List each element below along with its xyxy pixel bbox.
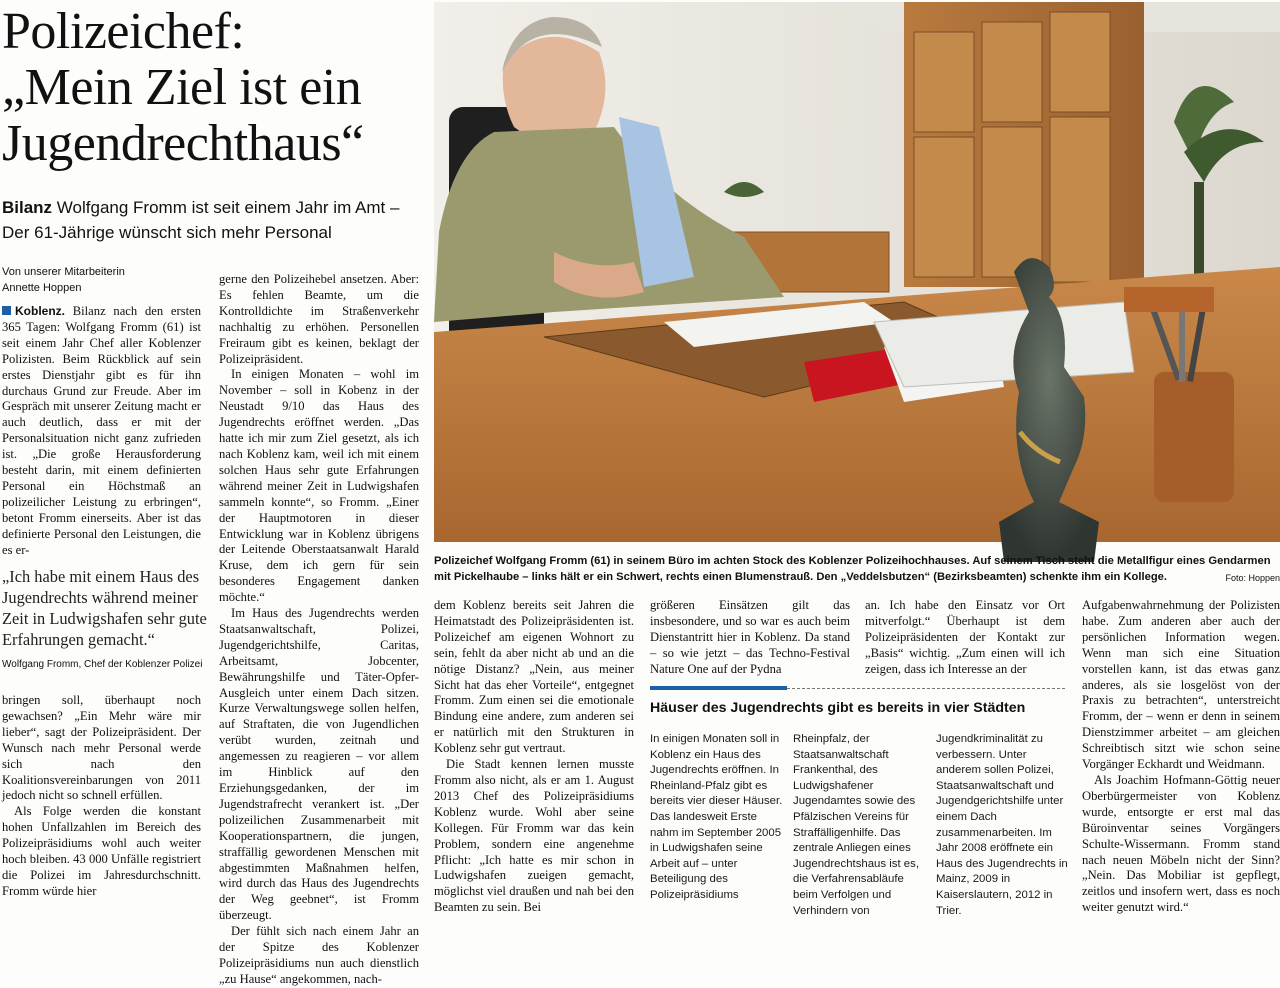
article-column-5 (865, 598, 1065, 676)
headline (2, 4, 432, 172)
office-photo (434, 2, 1280, 542)
article-column-2 (219, 272, 419, 986)
article-paragraph: Als Folge werden die konstant hohen Unfallzahlen im Bereich des Polizeipräsidiums wohl auch weiter hoch bleiben. 43 000 Unfälle registriert die Polizei im Jahresdurchschnitt. Fromm würde hier (2, 804, 201, 898)
infobox-text: Rheinpfalz, der Staatsanwaltschaft Frankenthal, des Ludwigshafener Jugendamtes sowie des Pfälzischen Vereins für Straffälligenhilfe. Das zentrale Anliegen eines Jugendrechtshaus ist es, die Verfahrensabläufe beim Verfolgen und Verhindern von (793, 733, 920, 917)
infobox-divider (787, 688, 1065, 689)
infobox-accent-rule (650, 686, 787, 690)
headline-line-2: „Mein Ziel ist ein (2, 59, 362, 116)
article-paragraph: Im Haus des Jugendrechts werden Staatsanwaltschaft, Polizei, Jugendgerichtshilfe, Caritas, Arbeitsamt, Jobcenter, Bewährungshilfe und Täter-Opfer-Ausgleich unter einem Dach sitzen. Kurze Verwaltungswege sollen helfen, auf Straftaten, die von Jugendlichen verübt wurden, zeitnah und angemessen zu reagieren – vor allem im Hinblick auf den Erziehungsgedanken, der im Jugendstrafrecht verankert ist. „Der polizeilichen Zusammenarbeit mit Kooperationspartnern, die jungen, straffällig gewordenen Menschen mit abgestimmten Maßnahmen helfen, wird durch das Haus des Jugendrechts der Weg geebnet“, ist Fromm überzeugt. (219, 606, 419, 923)
article-paragraph: Bilanz nach den ersten 365 Tagen: Wolfgang Fromm (61) ist seit einem Jahr Chef aller Koblenzer Polizisten. Beim Rückblick auf sein erstes Dienstjahr gibt es für ihn durchaus Grund zur Freude. Aber im Gespräch mit unserer Zeitung macht er auch deutlich, dass er mit der Personalsituation nicht ganz zufrieden ist. „Die große Herausforderung besteht darin, mit einem definierten Personal ein Höchstmaß an polizeilicher Leistung zu erbringen“, betont Fromm einerseits. Aber ist das definierte Personal den Leistungen, die es er- (2, 304, 201, 557)
caption-text: Polizeichef Wolfgang Fromm (61) in seinem Büro im achten Stock des Koblenzer Polizeihochhauses. Auf seinem Tisch steht die Metallfigur eines Gendarmen mit Pickelhaube – links hält er ein Schwert, rechts einen Blumenstrauß. Den „Veddelsbutzen“ (Bezirksbeamten) schenkte ihm ein Kollege. (434, 555, 1271, 583)
pull-quote-text: „Ich habe mit einem Haus des Jugendrechts während meiner Zeit in Ludwigshafen sehr gute Erfahrungen gemacht.“ (2, 567, 207, 649)
infobox-text: Jugendkriminalität zu verbessern. Unter anderem sollen Polizei, Staatsanwaltschaft und Jugendgerichtshilfe unter einem Dach zusammenarbeiten. Im Jahr 2008 eröffnete ein Haus des Jugendrechts in Mainz, 2009 in Kaiserslautern, 2012 in Trier. (936, 733, 1068, 917)
headline-line-3: Jugendrechthaus“ (2, 115, 364, 172)
headline-line-1: Polizeichef: (2, 3, 245, 60)
article-paragraph: an. Ich habe den Einsatz vor Ort mitverfolgt.“ Überhaupt ist dem Polizeipräsidenten der Kontakt zur „Basis“ wichtig. „Zum einen will ich zeigen, dass ich Interesse an der (865, 598, 1065, 676)
byline (2, 264, 212, 296)
article-paragraph: In einigen Monaten – wohl im November – soll in Kobenz in der Neustadt 9/10 das Haus des Jugendrechts eröffnet werden. „Das hatte ich mir zum Ziel gesetzt, als ich nach Koblenz kam, weil ich mit einem solchen Haus sehr gute Erfahrungen während meiner Zeit in Ludwigshafen sammeln konnte“, so Fromm. „Einer der Hauptmotoren in dieser Entwicklung war in Koblenz übrigens der Leitende Oberstaatsanwalt Harald Kruse, dem ich gern für sein besonderes Engagement danken möchte.“ (219, 367, 419, 605)
article-column-1 (2, 304, 201, 557)
article-paragraph: größeren Einsätzen gilt das insbesondere, und so war es auch beim Dienstantritt hier in Koblenz. Da stand – so wie jetzt – das Techno-Festival Nature One auf der Pydna (650, 598, 850, 676)
location-marker-icon (2, 306, 11, 315)
dateline: Koblenz. (15, 304, 65, 318)
subhead-text: Wolfgang Fromm ist seit einem Jahr im Amt – Der 61-Jährige wünscht sich mehr Personal (2, 198, 400, 242)
infobox-title: Häuser des Jugendrechts gibt es bereits in vier Städten (650, 700, 1026, 716)
article-paragraph: gerne den Polizeihebel ansetzen. Aber: Es fehlen Beamte, um die Kontrolldichte im Straßenverkehr nachhaltig zu erhöhen. Personellen Freiraum gibt es keinen, beklagt der Polizeipräsident. (219, 272, 419, 366)
subhead-kicker: Bilanz (2, 198, 53, 217)
article-paragraph: Aufgabenwahrnehmung der Polizisten habe. Zum anderen aber auch der persönlichen Information wegen. Wenn man sich eine Situation vorstellen kann, ist das etwas ganz anderes, als sie losgelöst von der Praxis zu betrachten“, unterstreicht Fromm, der – wenn er denn in seinem Dienstzimmer arbeitet – am gleichen Schreibtisch sitzt wie schon seine Vorgänger Eckhardt und Weidmann. (1082, 598, 1280, 772)
article-paragraph: Als Joachim Hofmann-Göttig neuer Oberbürgermeister von Koblenz wurde, entsorgte er erst mal das Büroinventar seines Vorgängers Schulte-Wissermann. Fromm stand nach neuen Möbeln nicht der Sinn? „Nein. Das Mobiliar ist gepflegt, zeitlos und insofern wert, dass es noch weiter genutzt wird.“ (1082, 772, 1280, 915)
article-paragraph: dem Koblenz bereits seit Jahren die Heimatstadt des Polizeipräsidenten ist. Polizeichef am eigenen Wohnort zu sein, fehlt da aber nicht ab und an die nötige Distanz? „Nein, aus meiner Sicht hat das eher Vorteile“, entgegnet Fromm. Zum einen sei die emotionale Bindung eine andere, zum anderen sei er natürlich mit den Strukturen in Koblenz sehr gut vertraut. (434, 598, 634, 756)
byline-author: Annette Hoppen (2, 282, 82, 294)
pull-quote (2, 566, 207, 671)
photo-caption (434, 553, 1280, 585)
article-column-3 (434, 598, 634, 915)
infobox-column-1 (650, 732, 785, 904)
article-paragraph: bringen soll, überhaupt noch gewachsen? „Ein Mehr wäre mir lieber“, sagt der Polizeipräsident. Der Wunsch nach mehr Personal werde sich nach den Koalitionsvereinbarungen von 2011 jedoch nicht so schnell erfüllen. (2, 693, 201, 803)
article-paragraph: Die Stadt kennen lernen musste Fromm also nicht, als er am 1. August 2013 Chef des Polizeipräsidiums Koblenz wurde. Wohl aber seine Kollegen. Für Fromm war das kein Problem, sondern eine angenehme Pflicht: „Ich hatte es mir schon in Ludwigshafen zueigen gemacht, möglichst viel draußen und nah bei den Beamten zu sein. Bei (434, 757, 634, 915)
byline-role: Von unserer Mitarbeiterin (2, 266, 125, 278)
subheadline (2, 195, 430, 245)
infobox-text: In einigen Monaten soll in Koblenz ein Haus des Jugendrechts eröffnen. In Rheinland-Pfalz gibt es bereits vier dieser Häuser. Das landesweit Erste nahm im September 2005 in Ludwigshafen seine Arbeit auf – unter Beteiligung des Polizeipräsidiums (650, 733, 783, 901)
photo-credit: Foto: Hoppen (1225, 573, 1280, 583)
article-paragraph: Der fühlt sich nach einem Jahr an der Spitze des Koblenzer Polizeipräsidiums nun auch dienstlich „zu Hause“ angekommen, nach- (219, 924, 419, 986)
article-column-1-continued (2, 693, 201, 904)
article-column-4 (650, 598, 850, 676)
infobox-column-3 (936, 732, 1071, 917)
infobox-column-2 (793, 732, 928, 917)
pull-quote-source: Wolfgang Fromm, Chef der Koblenzer Polizei (2, 659, 203, 670)
article-column-6 (1082, 598, 1280, 915)
photo-illustration (434, 2, 1280, 542)
